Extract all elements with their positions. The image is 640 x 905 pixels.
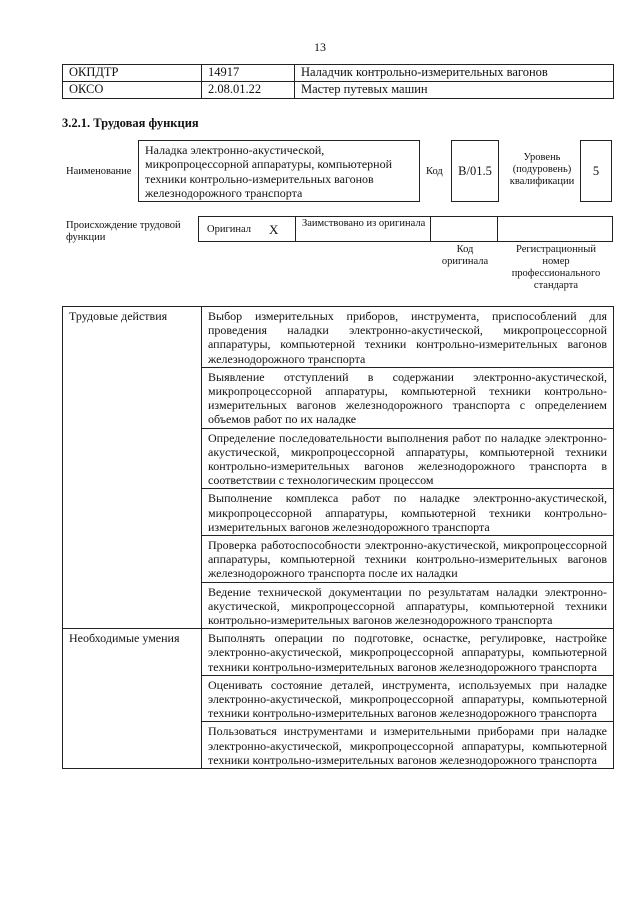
code-label: Код xyxy=(426,166,443,177)
original-cell xyxy=(198,216,296,242)
borrowed-label: Заимствовано из оригинала xyxy=(302,218,426,229)
classifier-name: Мастер путевых машин xyxy=(295,82,614,99)
function-name: Наладка электронно-акустической, микропроцессорной аппаратуры, компьютерной техники контрольно-измерительных вагонов железнодорожного транспорта xyxy=(138,140,420,202)
table-row xyxy=(63,307,614,368)
list-item: Выявление отступлений в содержании электронно-акустической, микропроцессорной аппаратуры, компьютерной техники контрольно-измерительных вагонов железнодорожного транспорта с определением объемов работ по их наладке xyxy=(202,367,614,428)
level-value: 5 xyxy=(580,140,612,202)
reg-number-cell xyxy=(497,216,613,242)
original-label: Оригинал xyxy=(207,224,251,235)
level-label: Уровень (подуровень) квалификации xyxy=(509,152,575,187)
classifier-label: ОКПДТР xyxy=(63,65,202,82)
table-row xyxy=(63,629,614,676)
name-label: Наименование xyxy=(66,166,132,177)
table-row xyxy=(63,82,614,99)
list-item: Проверка работоспособности электронно-акустической, микропроцессорной аппаратуры, компьютерной техники контрольно-измерительных вагонов железнодорожного транспорта после их наладки xyxy=(202,536,614,583)
list-item: Определение последовательности выполнения работ по наладке электронно-акустической, микропроцессорной аппаратуры, компьютерной техники контрольно-измерительных вагонов железнодорожного транспорта в соответствии с технологическим процессом xyxy=(202,428,614,489)
function-code: В/01.5 xyxy=(451,140,499,202)
origin-label: Происхождение трудовой функции xyxy=(66,220,181,243)
classifier-name: Наладчик контрольно-измерительных вагонов xyxy=(295,65,614,82)
original-code-cell xyxy=(430,216,498,242)
section-title: 3.2.1. Трудовая функция xyxy=(62,116,199,130)
list-item: Пользоваться инструментами и измерительными приборами при наладке электронно-акустической, микропроцессорной аппаратуры, компьютерной техники контрольно-измерительных вагонов железнодорожного транспорта xyxy=(202,722,614,769)
reg-number-caption: Регистрационный номер профессионального стандарта xyxy=(511,244,601,291)
list-item: Выполнять операции по подготовке, оснастке, регулировке, настройке электронно-акустической, микропроцессорной аппаратуры, компьютерной техники контрольно-измерительных вагонов железнодорожного транспорта xyxy=(202,629,614,676)
classifier-label: ОКСО xyxy=(63,82,202,99)
list-item: Выполнение комплекса работ по наладке электронно-акустической, микропроцессорной аппаратуры, компьютерной техники контрольно-измерительных вагонов железнодорожного транспорта xyxy=(202,489,614,536)
function-details-table xyxy=(62,306,614,769)
classifier-codes-table xyxy=(62,64,614,99)
code-original-caption: Код оригинала xyxy=(441,244,489,267)
original-mark: X xyxy=(269,222,279,237)
category-required-skills: Необходимые умения xyxy=(63,629,202,769)
list-item: Ведение технической документации по результатам наладки электронно-акустической, микропроцессорной аппаратуры, компьютерной техники контрольно-измерительных вагонов железнодорожного транспорта xyxy=(202,582,614,629)
category-labor-actions: Трудовые действия xyxy=(63,307,202,629)
list-item: Выбор измерительных приборов, инструмента, приспособлений для проведения наладки электронно-акустической, микропроцессорной аппаратуры, компьютерной техники контрольно-измерительных вагонов железнодорожного транспорта xyxy=(202,307,614,368)
borrowed-cell xyxy=(295,216,431,242)
list-item: Оценивать состояние деталей, инструмента, используемых при наладке электронно-акустической, микропроцессорной аппаратуры, компьютерной техники контрольно-измерительных вагонов железнодорожного транспорта xyxy=(202,675,614,722)
classifier-code: 14917 xyxy=(202,65,295,82)
classifier-code: 2.08.01.22 xyxy=(202,82,295,99)
table-row xyxy=(63,65,614,82)
page-number: 13 xyxy=(314,40,326,54)
